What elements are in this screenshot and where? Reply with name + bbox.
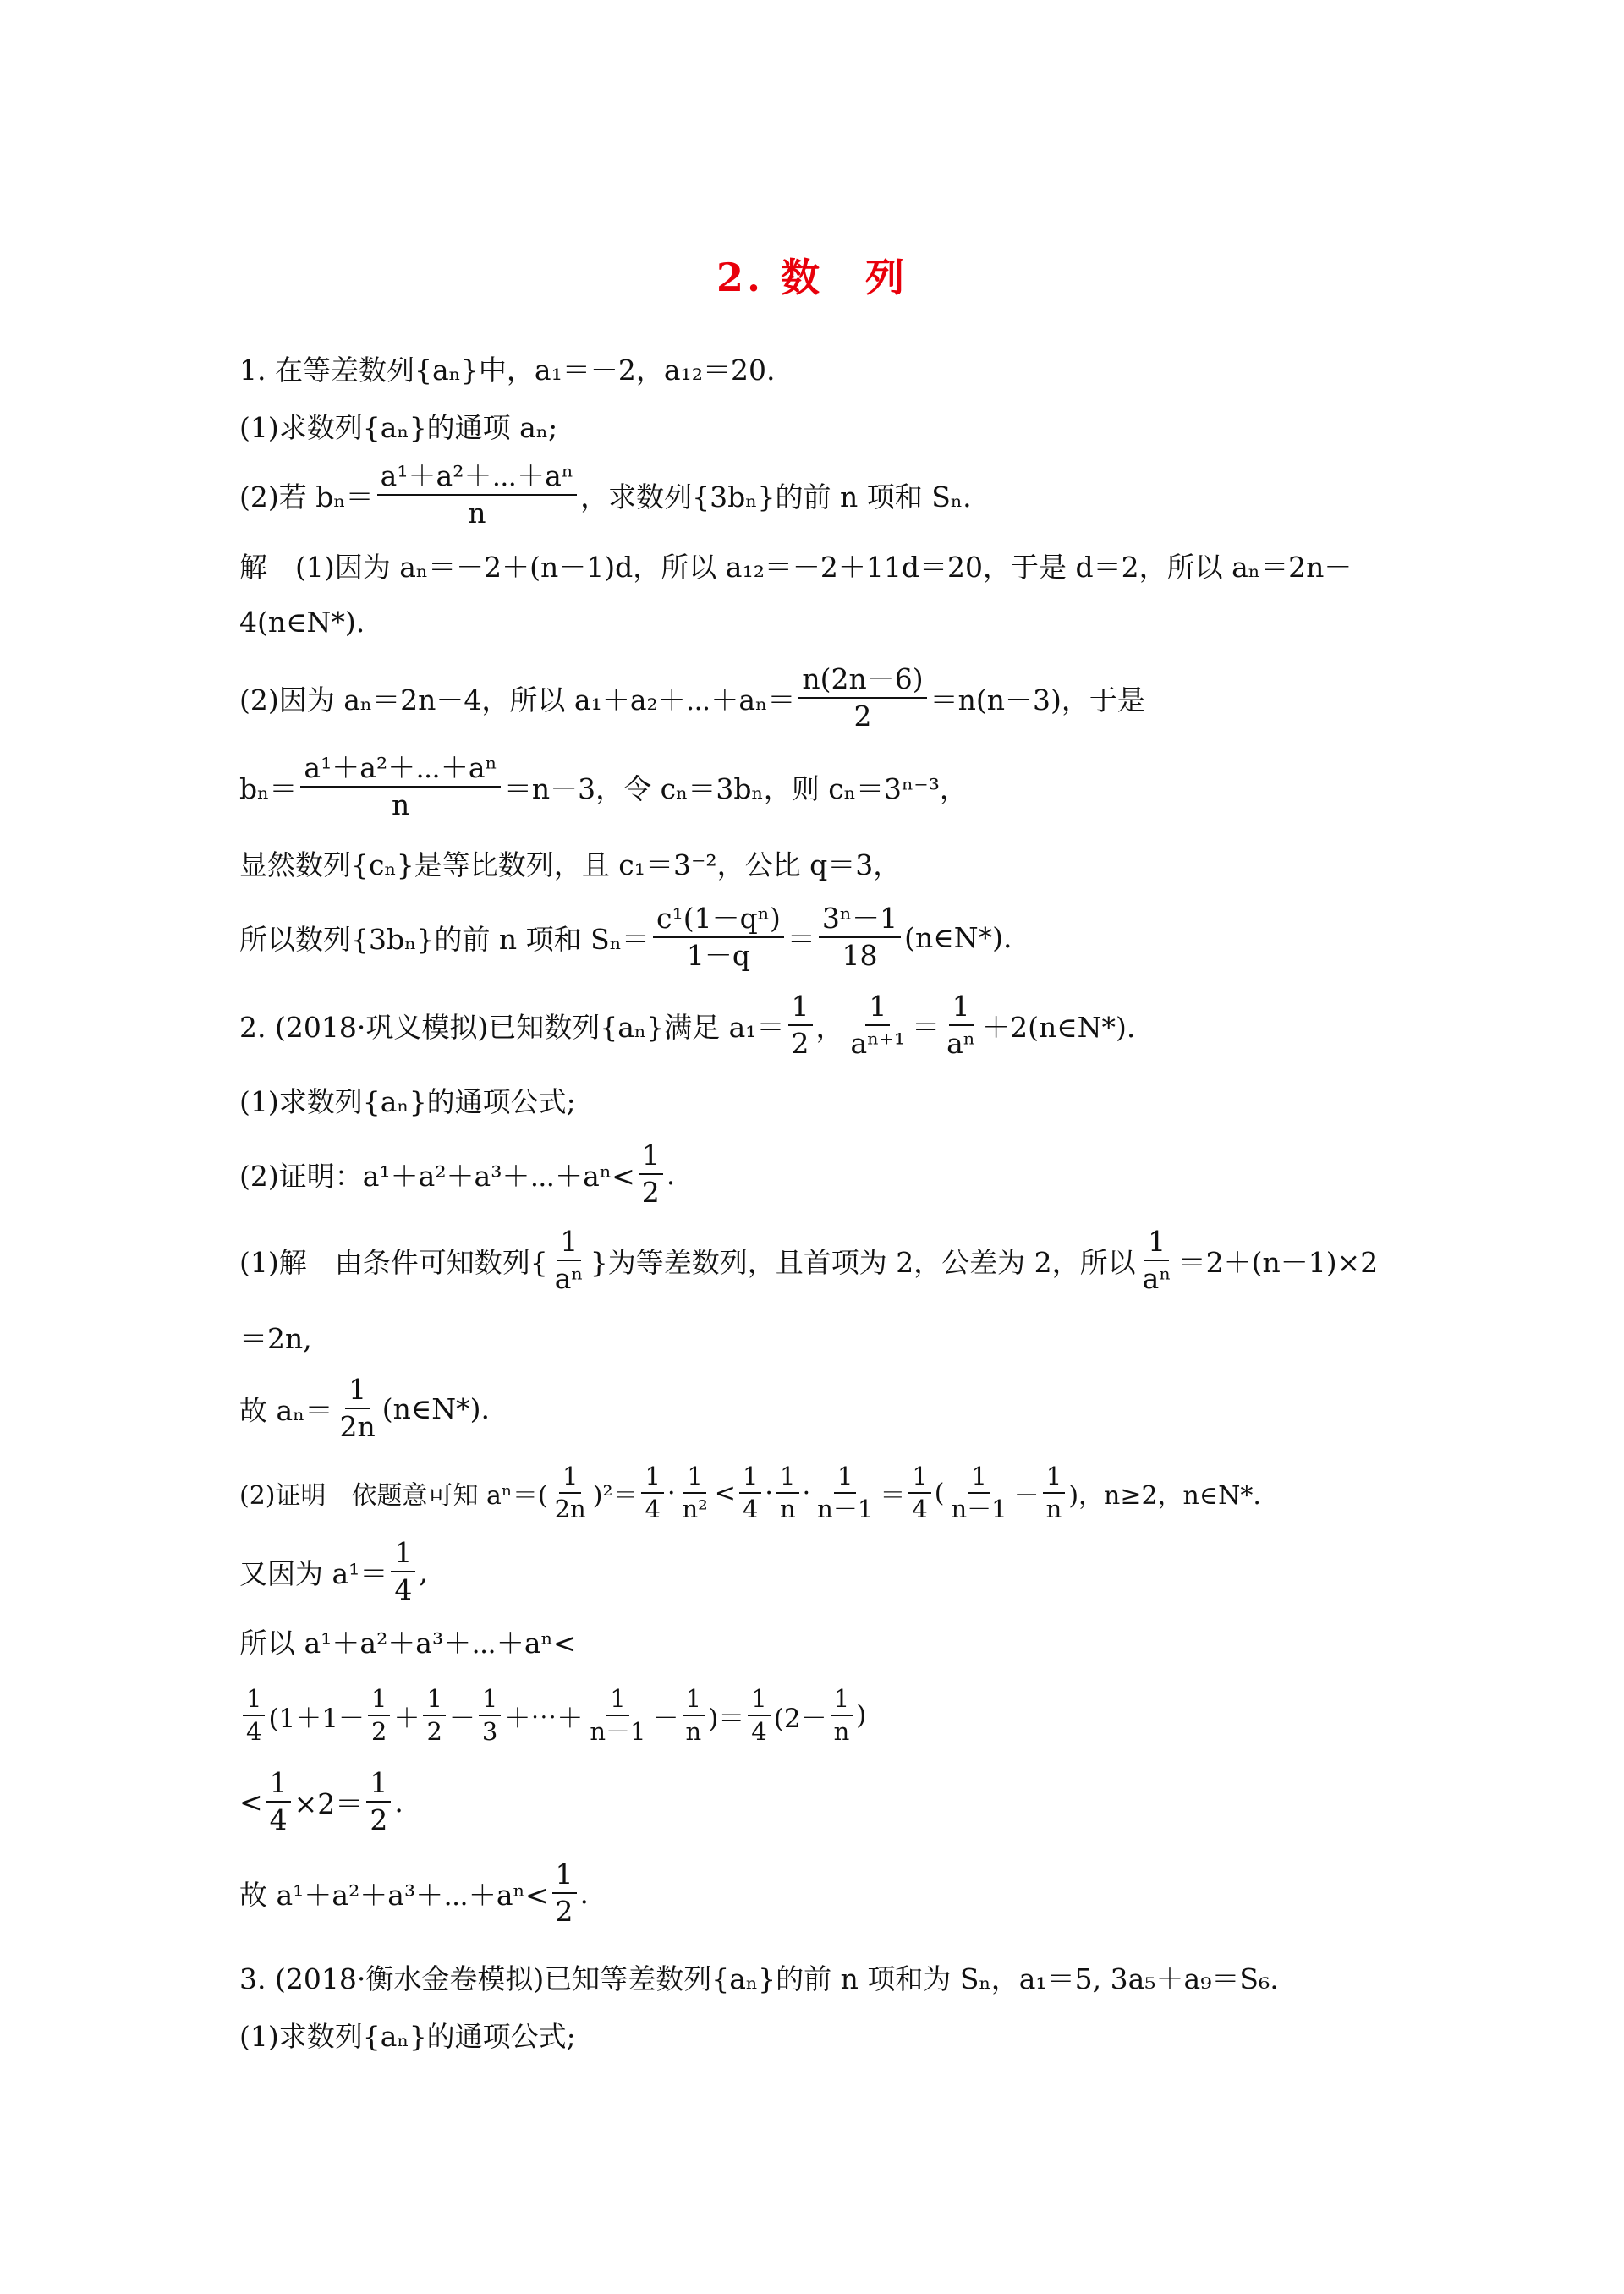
text: ＝n(n－3)，于是 bbox=[930, 683, 1145, 716]
fraction bbox=[368, 1685, 390, 1747]
denominator: aⁿ bbox=[554, 1262, 584, 1295]
text: ＝2＋(n－1)×2 bbox=[1177, 1245, 1379, 1279]
fraction bbox=[1043, 1463, 1066, 1524]
text: )，n≥2，n∈N*. bbox=[1068, 1481, 1261, 1511]
denominator: n bbox=[1045, 1495, 1062, 1523]
text: bₙ＝ bbox=[239, 771, 298, 805]
denominator: n bbox=[468, 497, 486, 530]
text: ＝ bbox=[912, 1010, 941, 1044]
numerator: 1 bbox=[639, 1139, 663, 1175]
numerator: 1 bbox=[1043, 1463, 1065, 1494]
text: (2)因为 aₙ＝2n－4，所以 a₁＋a₂＋⋯＋aₙ＝ bbox=[239, 683, 796, 716]
denominator: 3 bbox=[481, 1717, 498, 1746]
fraction bbox=[908, 1463, 930, 1524]
numerator: 1 bbox=[949, 991, 974, 1026]
denominator: 4 bbox=[269, 1803, 288, 1836]
numerator: n(2n－6) bbox=[798, 663, 926, 699]
denominator: 2 bbox=[371, 1717, 387, 1746]
fraction bbox=[831, 1685, 853, 1747]
fraction bbox=[377, 460, 577, 530]
denominator: 2n bbox=[554, 1495, 586, 1523]
text: 故 aₙ＝ bbox=[239, 1393, 333, 1427]
fraction bbox=[848, 991, 909, 1060]
text: (2－ bbox=[773, 1703, 827, 1734]
fraction bbox=[788, 991, 813, 1060]
text: ＋⋯＋ bbox=[504, 1703, 584, 1734]
text: < bbox=[714, 1478, 736, 1508]
numerator: 1 bbox=[776, 1463, 798, 1494]
problem-2-part-2 bbox=[239, 1140, 675, 1208]
numerator: 1 bbox=[748, 1685, 770, 1716]
text: ，求数列{3bₙ}的前 n 项和 Sₙ. bbox=[580, 480, 972, 513]
denominator: aⁿ⁺¹ bbox=[850, 1027, 906, 1060]
fraction bbox=[336, 1374, 378, 1443]
numerator: 1 bbox=[739, 1463, 761, 1494]
fraction bbox=[586, 1685, 649, 1747]
fraction bbox=[947, 1463, 1010, 1524]
text: (n∈N*). bbox=[904, 920, 1012, 954]
solution-1-line bbox=[239, 588, 365, 656]
text: (2)证明：a¹＋a²＋a³＋⋯＋aⁿ< bbox=[239, 1159, 635, 1193]
numerator: 1 bbox=[559, 1463, 581, 1494]
solution-2-line bbox=[239, 1227, 1378, 1294]
fraction bbox=[243, 1685, 265, 1747]
denominator: 2 bbox=[370, 1803, 388, 1836]
text: － bbox=[448, 1703, 475, 1734]
fraction bbox=[641, 1463, 663, 1524]
fraction bbox=[639, 1139, 663, 1209]
denominator: 2 bbox=[853, 700, 872, 733]
text: ) bbox=[856, 1700, 867, 1731]
numerator: 1 bbox=[683, 1685, 705, 1716]
problem-1-part-2 bbox=[239, 461, 972, 529]
text: )＝ bbox=[708, 1703, 745, 1734]
solution-2-line bbox=[239, 1538, 428, 1605]
text: 4(n∈N*). bbox=[239, 605, 365, 639]
numerator: 1 bbox=[606, 1685, 628, 1716]
numerator: c¹(1－qⁿ) bbox=[653, 903, 784, 938]
text: (1)求数列{aₙ}的通项公式; bbox=[239, 1084, 576, 1118]
numerator: a¹＋a²＋⋯＋aⁿ bbox=[300, 752, 500, 788]
fraction bbox=[551, 1463, 590, 1524]
denominator: 4 bbox=[751, 1717, 767, 1746]
text: － bbox=[1013, 1481, 1040, 1511]
text: 解 (1)因为 aₙ＝－2＋(n－1)d，所以 a₁₂＝－2＋11d＝20，于是 d＝2，所以 aₙ＝2n－ bbox=[239, 550, 1352, 584]
text: · bbox=[802, 1478, 811, 1508]
text: － bbox=[652, 1703, 679, 1734]
denominator: n－1 bbox=[590, 1717, 646, 1746]
text: (1＋1－ bbox=[268, 1703, 365, 1734]
denominator: 2 bbox=[641, 1176, 660, 1209]
problem-1-part-1 bbox=[239, 392, 557, 459]
solution-2-line bbox=[239, 1682, 866, 1749]
denominator: n bbox=[779, 1495, 796, 1523]
numerator: 1 bbox=[391, 1537, 415, 1572]
text: (2)若 bₙ＝ bbox=[239, 480, 374, 513]
numerator: 1 bbox=[368, 1685, 390, 1716]
denominator: 4 bbox=[246, 1717, 262, 1746]
fraction bbox=[1139, 1226, 1175, 1295]
denominator: 4 bbox=[742, 1495, 759, 1523]
text: (2)证明 依题意可知 aⁿ＝( bbox=[239, 1481, 548, 1511]
text: 又因为 a¹＝ bbox=[239, 1556, 388, 1590]
text: 2. (2018·巩义模拟)已知数列{aₙ}满足 a₁＝ bbox=[239, 1010, 785, 1044]
text: (1)求数列{aₙ}的通项 aₙ; bbox=[239, 410, 558, 444]
text: 所以数列{3bₙ}的前 n 项和 Sₙ＝ bbox=[239, 922, 650, 956]
text: ＝ bbox=[880, 1481, 906, 1511]
numerator: 1 bbox=[1144, 1226, 1169, 1261]
numerator: 1 bbox=[557, 1226, 581, 1261]
numerator: 1 bbox=[968, 1463, 990, 1494]
text: . bbox=[666, 1157, 676, 1191]
text: ＋ bbox=[393, 1703, 420, 1734]
text: }为等差数列，且首项为 2，公差为 2，所以 bbox=[590, 1245, 1136, 1279]
page-title: 2. 数 列 bbox=[716, 255, 908, 300]
solution-2-line bbox=[239, 1303, 312, 1370]
solution-2-line bbox=[239, 1607, 577, 1675]
fraction bbox=[653, 903, 784, 972]
numerator: 1 bbox=[908, 1463, 930, 1494]
denominator: 18 bbox=[842, 939, 878, 972]
numerator: 3ⁿ－1 bbox=[819, 903, 901, 938]
denominator: 4 bbox=[394, 1573, 413, 1606]
fraction bbox=[551, 1226, 587, 1295]
fraction bbox=[266, 1767, 291, 1836]
fraction bbox=[366, 1767, 391, 1836]
text: ＝ bbox=[787, 922, 815, 956]
text: 显然数列{cₙ}是等比数列，且 c₁＝3⁻²，公比 q＝3， bbox=[239, 848, 902, 881]
text: ×2＝ bbox=[294, 1786, 364, 1820]
denominator: aⁿ bbox=[946, 1027, 976, 1060]
text: , bbox=[419, 1555, 428, 1589]
problem-2-statement bbox=[239, 991, 1135, 1059]
solution-1-line bbox=[239, 531, 1352, 599]
fraction bbox=[748, 1685, 770, 1747]
solution-1-line bbox=[239, 829, 901, 897]
text: (1)求数列{aₙ}的通项公式; bbox=[239, 2019, 576, 2053]
denominator: n bbox=[685, 1717, 702, 1746]
text: (n∈N*). bbox=[381, 1391, 490, 1425]
denominator: n² bbox=[682, 1495, 708, 1523]
fraction bbox=[798, 663, 926, 733]
numerator: 1 bbox=[345, 1374, 370, 1409]
fraction bbox=[814, 1463, 876, 1524]
solution-1-line bbox=[239, 664, 1145, 732]
text: . bbox=[579, 1876, 590, 1910]
text: 所以 a¹＋a²＋a³＋⋯＋aⁿ< bbox=[239, 1626, 577, 1660]
numerator: 1 bbox=[479, 1685, 501, 1716]
text: 3. (2018·衡水金卷模拟)已知等差数列{aₙ}的前 n 项和为 Sₙ，a₁＝5, 3a₅＋a₉＝S₆. bbox=[239, 1962, 1279, 1995]
text: )²＝ bbox=[592, 1481, 639, 1511]
fraction bbox=[683, 1685, 705, 1747]
text: ＝2n, bbox=[239, 1321, 312, 1355]
numerator: 1 bbox=[865, 991, 890, 1026]
fraction bbox=[423, 1685, 445, 1747]
text: ＝n－3，令 cₙ＝3bₙ，则 cₙ＝3ⁿ⁻³， bbox=[503, 771, 968, 805]
denominator: aⁿ bbox=[1142, 1262, 1171, 1295]
text: · bbox=[765, 1478, 773, 1508]
fraction bbox=[739, 1463, 761, 1524]
solution-2-line bbox=[239, 1768, 403, 1836]
fraction bbox=[391, 1537, 415, 1606]
text: (1)解 由条件可知数列{ bbox=[239, 1245, 548, 1279]
solution-1-line bbox=[239, 753, 968, 820]
denominator: 4 bbox=[645, 1495, 661, 1523]
fraction bbox=[678, 1463, 710, 1524]
denominator: n－1 bbox=[817, 1495, 874, 1523]
numerator: 1 bbox=[366, 1767, 391, 1803]
fraction bbox=[479, 1685, 501, 1747]
text: ＋2(n∈N*). bbox=[982, 1010, 1136, 1044]
problem-3-part-1 bbox=[239, 2000, 576, 2068]
text: 1. 在等差数列{aₙ}中，a₁＝－2，a₁₂＝20. bbox=[239, 353, 776, 387]
fraction bbox=[819, 903, 901, 972]
denominator: 2 bbox=[791, 1027, 809, 1060]
fraction bbox=[776, 1463, 799, 1524]
denominator: n－1 bbox=[951, 1495, 1007, 1523]
text: 故 a¹＋a²＋a³＋⋯＋aⁿ< bbox=[239, 1878, 549, 1912]
fraction bbox=[943, 991, 979, 1060]
numerator: 1 bbox=[834, 1463, 856, 1494]
numerator: 1 bbox=[243, 1685, 265, 1716]
denominator: 2 bbox=[555, 1895, 573, 1928]
text: ， bbox=[815, 1010, 844, 1044]
denominator: 4 bbox=[912, 1495, 928, 1523]
problem-2-part-1 bbox=[239, 1066, 576, 1133]
denominator: 2 bbox=[426, 1717, 442, 1746]
denominator: 2n bbox=[339, 1410, 376, 1443]
solution-2-line bbox=[239, 1375, 490, 1442]
numerator: 1 bbox=[683, 1463, 705, 1494]
numerator: 1 bbox=[831, 1685, 853, 1716]
solution-2-line bbox=[239, 1459, 1261, 1527]
text: · bbox=[667, 1478, 676, 1508]
solution-2-line bbox=[239, 1859, 589, 1927]
fraction bbox=[552, 1858, 577, 1928]
numerator: 1 bbox=[552, 1858, 577, 1894]
denominator: n bbox=[833, 1717, 850, 1746]
text: . bbox=[394, 1785, 403, 1819]
fraction bbox=[300, 752, 500, 821]
text: < bbox=[239, 1785, 263, 1819]
denominator: 1－q bbox=[686, 939, 750, 972]
denominator: n bbox=[392, 788, 410, 821]
solution-1-line bbox=[239, 903, 1012, 971]
text: ( bbox=[934, 1478, 945, 1508]
numerator: 1 bbox=[423, 1685, 445, 1716]
numerator: 1 bbox=[788, 991, 813, 1026]
numerator: 1 bbox=[266, 1767, 291, 1803]
numerator: a¹＋a²＋⋯＋aⁿ bbox=[377, 460, 577, 496]
numerator: 1 bbox=[641, 1463, 663, 1494]
